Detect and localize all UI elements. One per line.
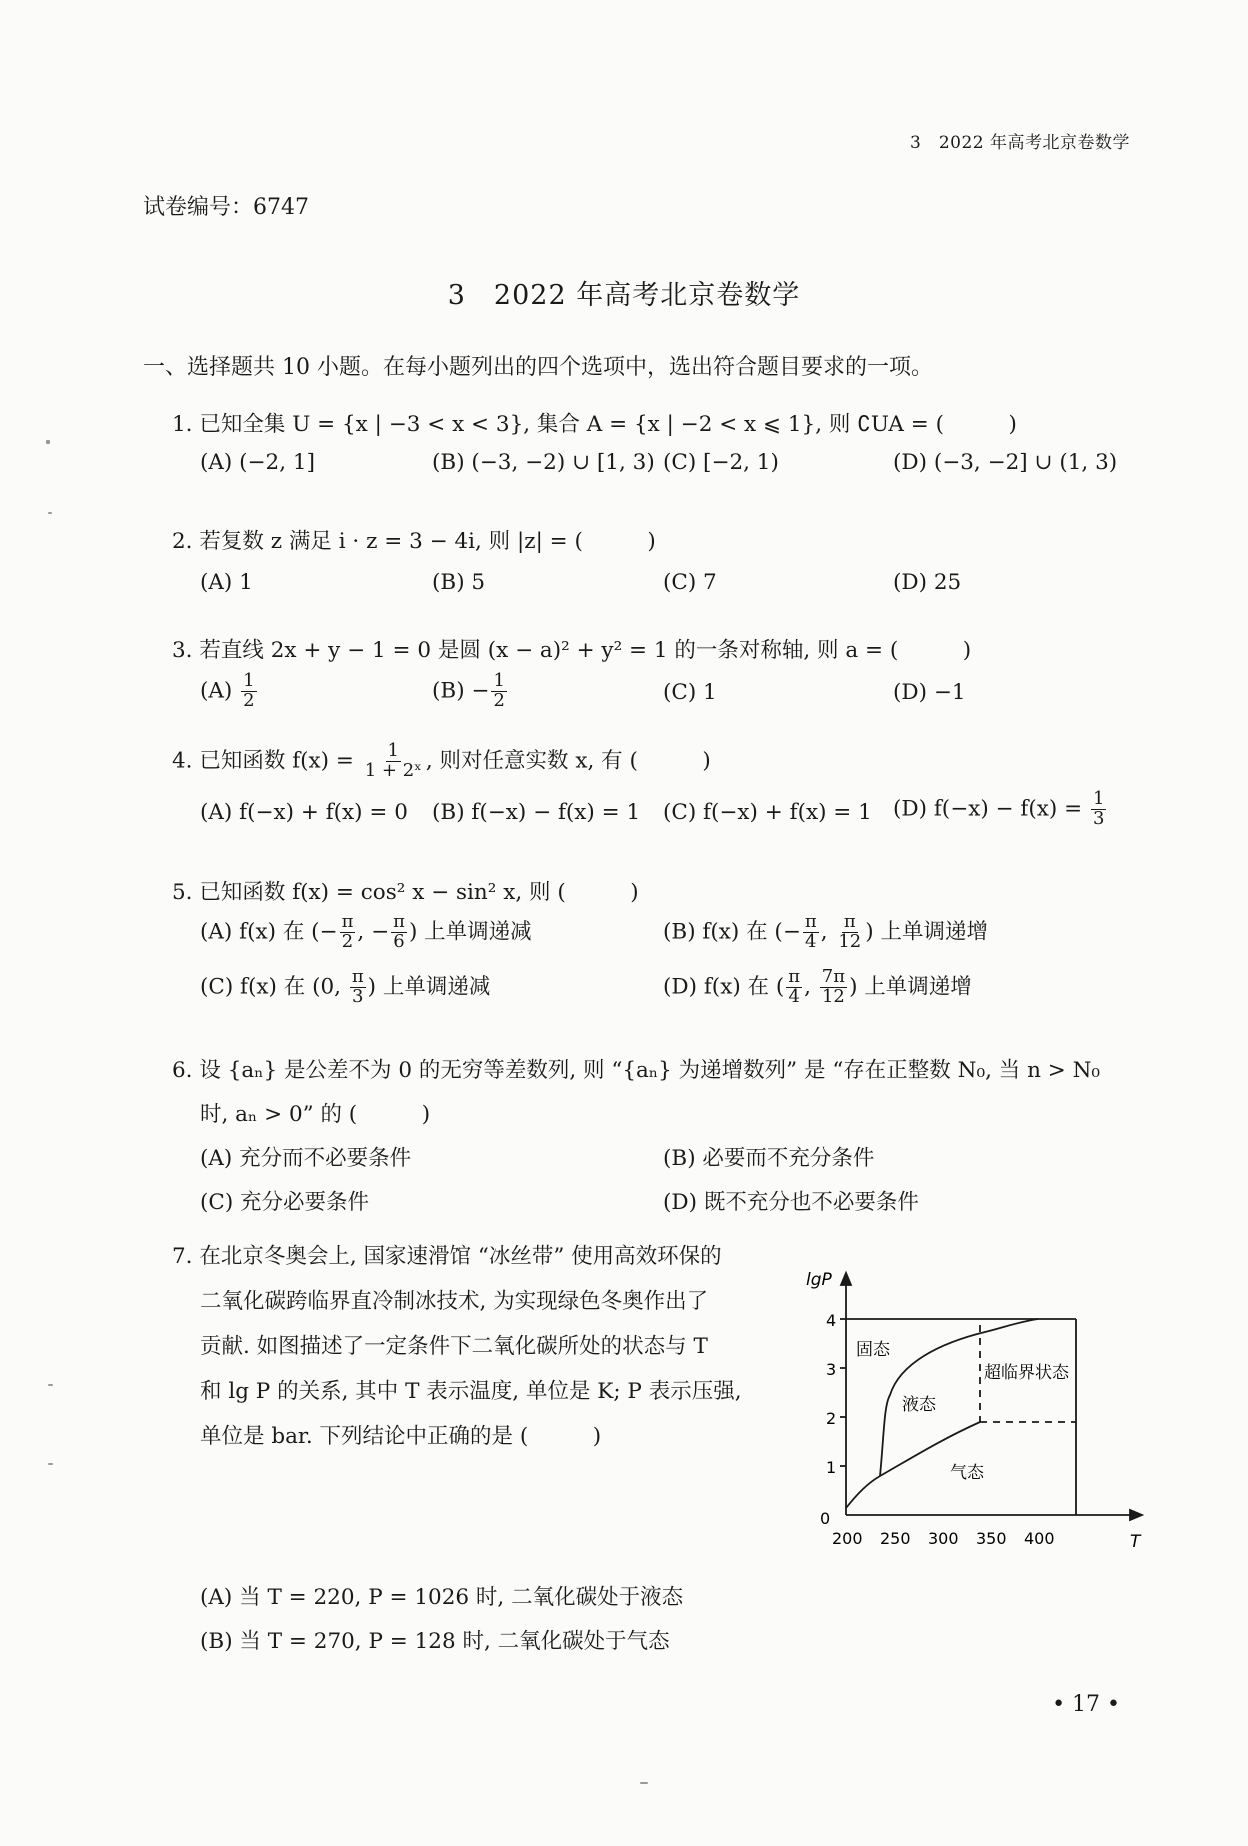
question-number: 3. xyxy=(172,638,193,663)
region-gas-label: 气态 xyxy=(950,1463,984,1483)
x-tick-label: 250 xyxy=(880,1529,911,1548)
q7-option-a[interactable]: (A) 当 T = 220, P = 1026 时, 二氧化碳处于液态 xyxy=(200,1585,684,1610)
question-6-stem-line2: 时, aₙ > 0” 的 ( ) xyxy=(200,1102,431,1127)
x-tick-label: 300 xyxy=(928,1529,959,1548)
paper-number: 试卷编号：6747 xyxy=(143,195,309,220)
q1-option-b[interactable]: (B) (−3, −2) ∪ [1, 3) xyxy=(432,450,655,475)
question-7-line: 单位是 bar. 下列结论中正确的是 ( ) xyxy=(200,1424,602,1449)
question-text: 在北京冬奥会上, 国家速滑馆 “冰丝带” 使用高效环保的 xyxy=(199,1244,722,1269)
q3-option-b[interactable] xyxy=(432,672,509,711)
question-text-pre: 已知函数 f(x) = xyxy=(199,748,361,774)
q5-option-b[interactable]: (B) f(x) 在 (− $\frac{\pi}{4}$ , $\frac{\pi}{12}$ ) 上单调递增 xyxy=(663,911,988,952)
question-number: 1. xyxy=(172,412,193,437)
q6-option-d[interactable]: (D) 既不充分也不必要条件 xyxy=(663,1190,919,1215)
x-axis-arrow xyxy=(1130,1510,1142,1520)
q5-option-a[interactable]: (A) f(x) 在 (− $\frac{\pi}{2}$ , − $\frac{\pi}{6}$ ) 上单调递减 xyxy=(200,911,532,952)
fraction: $\frac{1}{2}$ xyxy=(493,670,505,711)
q3-option-c[interactable]: (C) 1 xyxy=(663,680,717,705)
q1-option-c[interactable]: (C) [−2, 1) xyxy=(663,450,779,475)
q4-option-c[interactable]: (C) f(−x) + f(x) = 1 xyxy=(663,800,872,825)
question-1-stem xyxy=(172,407,1017,438)
question-text: 已知函数 f(x) = cos² x − sin² x, 则 ( ) xyxy=(199,880,639,905)
page-title: 3 2022 年高考北京卷数学 xyxy=(447,280,801,311)
x-axis-label: T xyxy=(1130,1532,1141,1552)
q4-option-d[interactable] xyxy=(893,790,1108,829)
question-7-line: 贡献. 如图描述了一定条件下二氧化碳所处的状态与 T xyxy=(200,1334,708,1359)
q2-option-c[interactable]: (C) 7 xyxy=(663,570,717,595)
region-solid-label: 固态 xyxy=(856,1340,890,1360)
section-heading: 一、选择题共 10 小题。在每小题列出的四个选项中，选出符合题目要求的一项。 xyxy=(143,355,933,380)
question-7-line: 二氧化碳跨临界直冷制冰技术, 为实现绿色冬奥作出了 xyxy=(200,1289,709,1314)
question-6-stem xyxy=(172,1053,1100,1084)
question-5-stem xyxy=(172,875,639,906)
q1-option-a[interactable]: (A) (−2, 1] xyxy=(200,450,315,475)
question-text: 若直线 2x + y − 1 = 0 是圆 (x − a)² + y² = 1 的一条对称轴, 则 a = ( ) xyxy=(199,638,972,663)
running-header: 3 2022 年高考北京卷数学 xyxy=(910,133,1130,153)
q2-option-d[interactable]: (D) 25 xyxy=(893,570,962,595)
question-number: 7. xyxy=(172,1244,193,1269)
q6-option-a[interactable]: (A) 充分而不必要条件 xyxy=(200,1146,412,1171)
q7-option-b[interactable]: (B) 当 T = 270, P = 128 时, 二氧化碳处于气态 xyxy=(200,1629,670,1654)
scan-speck xyxy=(46,440,50,444)
question-7-line: 和 lg P 的关系, 其中 T 表示温度, 单位是 K; P 表示压强, xyxy=(200,1379,742,1404)
q6-option-b[interactable]: (B) 必要而不充分条件 xyxy=(663,1146,875,1171)
x-tick-label: 350 xyxy=(976,1529,1007,1548)
q3-option-d[interactable]: (D) −1 xyxy=(893,680,966,705)
x-tick-label: 200 xyxy=(832,1529,863,1548)
question-3-stem xyxy=(172,633,971,664)
q4-option-b[interactable]: (B) f(−x) − f(x) = 1 xyxy=(432,800,641,825)
q4-option-a[interactable]: (A) f(−x) + f(x) = 0 xyxy=(200,800,408,825)
question-7-stem xyxy=(172,1239,722,1270)
question-number: 6. xyxy=(172,1058,193,1083)
scan-speck xyxy=(48,512,52,514)
y-tick-label: 1 xyxy=(826,1458,837,1477)
fraction: $\frac{1}{2}$ xyxy=(243,670,255,711)
y-axis-label: lgP xyxy=(806,1270,832,1290)
y-tick-label: 0 xyxy=(820,1509,831,1528)
question-number: 2. xyxy=(172,529,193,554)
scan-speck xyxy=(48,1463,53,1465)
x-tick-label: 400 xyxy=(1024,1529,1055,1548)
question-text: 设 {aₙ} 是公差不为 0 的无穷等差数列, 则 “{aₙ} 为递增数列” 是 “存在正整数 N₀, 当 n > N₀ xyxy=(199,1058,1101,1083)
page-number: • 17 • xyxy=(1052,1692,1120,1717)
q6-option-c[interactable]: (C) 充分必要条件 xyxy=(200,1190,370,1215)
q5-option-c[interactable]: (C) f(x) 在 (0, $\frac{\pi}{3}$ ) 上单调递减 xyxy=(200,966,491,1007)
question-text: 已知全集 U = {x | −3 < x < 3}, 集合 A = {x | −2 < x ⩽ 1}, 则 ∁UA = ( ) xyxy=(199,412,1017,437)
option-label: (B) − xyxy=(432,678,490,704)
question-text: 若复数 z 满足 i · z = 3 − 4i, 则 |z| = ( ) xyxy=(199,529,656,554)
q3-option-a[interactable] xyxy=(200,672,259,711)
question-number: 4. xyxy=(172,748,193,774)
y-tick-label: 4 xyxy=(826,1311,837,1330)
q1-option-d[interactable]: (D) (−3, −2] ∪ (1, 3) xyxy=(893,450,1118,475)
region-liquid-label: 液态 xyxy=(902,1395,936,1415)
region-supercritical-label: 超临界状态 xyxy=(984,1363,1069,1383)
scan-speck xyxy=(640,1782,648,1784)
question-2-stem xyxy=(172,524,656,555)
y-tick-label: 3 xyxy=(826,1360,837,1379)
fraction: $\frac{1}{3}$ xyxy=(1092,788,1105,829)
option-label: (D) f(−x) − f(x) = xyxy=(893,796,1083,822)
y-tick-label: 2 xyxy=(826,1409,837,1428)
q2-option-a[interactable]: (A) 1 xyxy=(200,570,253,595)
option-label: (A) xyxy=(200,678,233,704)
question-text-post: , 则对任意实数 x, 有 ( ) xyxy=(425,748,711,774)
phase-diagram xyxy=(800,1255,1145,1575)
fraction: $\frac{1}{\text{1 + 2ˣ}}$ xyxy=(364,740,422,781)
question-4-stem xyxy=(172,742,711,781)
scan-speck xyxy=(48,1384,53,1386)
question-number: 5. xyxy=(172,880,193,905)
q2-option-b[interactable]: (B) 5 xyxy=(432,570,486,595)
y-axis-arrow xyxy=(841,1273,851,1285)
q5-option-d[interactable]: (D) f(x) 在 ( $\frac{\pi}{4}$ , $\frac{7\pi}{12}$ ) 上单调递增 xyxy=(663,966,972,1007)
